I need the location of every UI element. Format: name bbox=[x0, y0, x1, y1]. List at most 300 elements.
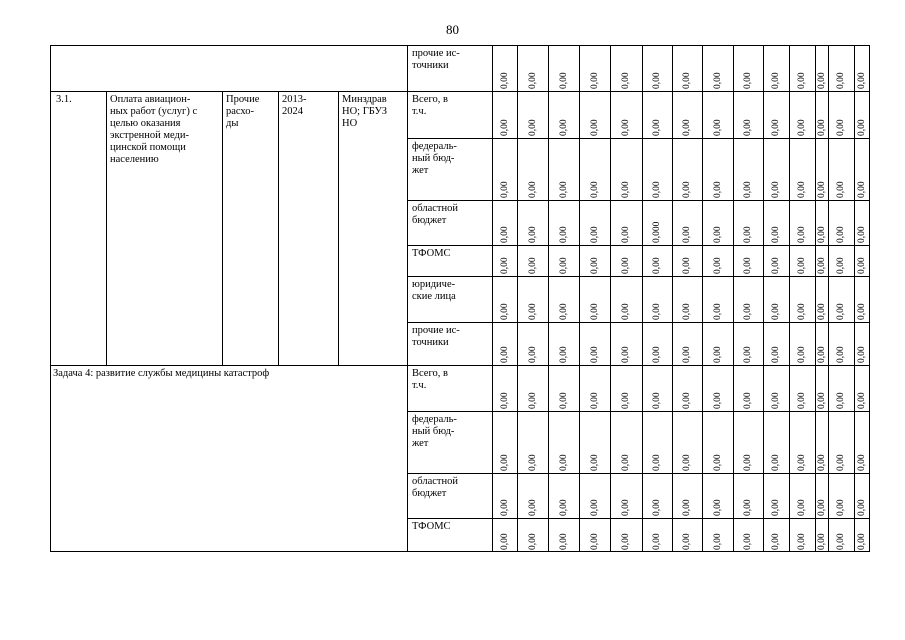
value-text: 0,00 bbox=[621, 346, 631, 363]
value-cell bbox=[713, 248, 725, 274]
value-text: 0,00 bbox=[797, 226, 807, 243]
value-cell bbox=[857, 248, 869, 274]
funding-source-line: федераль- bbox=[412, 414, 457, 425]
value-text: 0,00 bbox=[652, 454, 662, 471]
funding-source-line: точники bbox=[412, 337, 449, 348]
value-text: 0,00 bbox=[558, 226, 569, 243]
value-text: 0,00 bbox=[771, 392, 781, 409]
item-name-line: ных работ (услуг) с bbox=[110, 106, 198, 117]
value-text: 0,00 bbox=[652, 181, 662, 198]
value-text: 0,00 bbox=[771, 454, 781, 471]
value-text: 0,00 bbox=[816, 119, 827, 136]
value-cell bbox=[857, 445, 869, 471]
cost-type-line: Прочие bbox=[226, 94, 260, 105]
value-text: 0,00 bbox=[589, 72, 600, 89]
funding-source-line: бюджет bbox=[412, 488, 447, 499]
value-text: 0,00 bbox=[652, 72, 662, 89]
value-cell bbox=[559, 337, 571, 363]
value-text: 0,00 bbox=[589, 392, 600, 409]
value-cell bbox=[621, 445, 633, 471]
value-cell bbox=[621, 490, 633, 516]
value-cell bbox=[713, 337, 725, 363]
value-cell bbox=[652, 248, 664, 274]
value-cell bbox=[857, 172, 869, 198]
cost-type-line: расхо- bbox=[226, 106, 255, 117]
funding-source bbox=[412, 48, 460, 72]
value-text: 0,00 bbox=[682, 257, 692, 274]
value-text: 0,00 bbox=[816, 499, 827, 516]
value-text: 0,00 bbox=[682, 533, 692, 550]
value-cell bbox=[652, 383, 664, 409]
value-cell bbox=[817, 445, 829, 471]
funding-source bbox=[412, 476, 458, 500]
funding-source-line: ный бюд- bbox=[412, 426, 455, 437]
value-text: 0,00 bbox=[857, 72, 867, 89]
value-cell bbox=[817, 337, 829, 363]
value-cell bbox=[857, 490, 869, 516]
value-text: 0,00 bbox=[771, 226, 781, 243]
value-text: 0,00 bbox=[816, 392, 827, 409]
value-text: 0,00 bbox=[621, 454, 631, 471]
value-text: 0,00 bbox=[652, 392, 662, 409]
value-text: 0,00 bbox=[712, 454, 723, 471]
value-text: 0,00 bbox=[743, 392, 753, 409]
value-cell bbox=[528, 172, 540, 198]
value-text: 0,00 bbox=[652, 346, 662, 363]
value-text: 0,00 bbox=[682, 303, 692, 320]
funding-source-line: жет bbox=[412, 165, 429, 176]
value-cell bbox=[743, 217, 755, 243]
value-cell bbox=[817, 248, 829, 274]
value-text: 0,00 bbox=[857, 257, 867, 274]
value-cell bbox=[528, 445, 540, 471]
value-cell bbox=[652, 172, 664, 198]
value-cell bbox=[652, 445, 664, 471]
value-cell bbox=[713, 217, 725, 243]
value-cell bbox=[797, 383, 809, 409]
value-text: 0,00 bbox=[743, 499, 753, 516]
value-text: 0,00 bbox=[499, 346, 510, 363]
value-text: 0,00 bbox=[836, 533, 846, 550]
value-text: 0,00 bbox=[743, 226, 753, 243]
value-text: 0,00 bbox=[499, 72, 510, 89]
value-text: 0,00 bbox=[499, 181, 510, 198]
value-text: 0,00 bbox=[527, 72, 538, 89]
funding-source-line: Всего, в bbox=[412, 94, 448, 105]
value-cell bbox=[559, 445, 571, 471]
value-cell bbox=[817, 490, 829, 516]
value-text: 0,00 bbox=[771, 181, 781, 198]
funding-source-line: т.ч. bbox=[412, 106, 427, 117]
value-cell bbox=[771, 110, 783, 136]
value-text: 0,00 bbox=[712, 72, 723, 89]
value-text: 0,00 bbox=[712, 119, 723, 136]
value-cell bbox=[682, 217, 694, 243]
value-text: 0,00 bbox=[621, 499, 631, 516]
value-cell bbox=[771, 524, 783, 550]
value-cell bbox=[621, 172, 633, 198]
value-cell bbox=[682, 337, 694, 363]
value-text: 0,00 bbox=[589, 226, 600, 243]
value-cell bbox=[857, 294, 869, 320]
value-text: 0,00 bbox=[712, 226, 723, 243]
value-cell bbox=[500, 524, 512, 550]
financing-table bbox=[50, 45, 870, 552]
value-cell bbox=[797, 248, 809, 274]
value-text: 0,00 bbox=[499, 499, 510, 516]
value-cell bbox=[621, 110, 633, 136]
value-text: 0,00 bbox=[527, 303, 538, 320]
funding-source-line: ный бюд- bbox=[412, 153, 455, 164]
value-cell bbox=[817, 172, 829, 198]
value-cell bbox=[682, 524, 694, 550]
funding-source bbox=[412, 521, 451, 533]
value-text: 0,00 bbox=[743, 346, 753, 363]
value-text: 0,00 bbox=[836, 119, 846, 136]
value-text: 0,00 bbox=[499, 454, 510, 471]
funding-source-line: федераль- bbox=[412, 141, 457, 152]
item-name-line: экстренной меди- bbox=[110, 130, 189, 141]
value-cell bbox=[771, 248, 783, 274]
value-cell bbox=[836, 63, 848, 89]
value-text: 0,00 bbox=[589, 181, 600, 198]
value-cell bbox=[797, 172, 809, 198]
value-cell bbox=[500, 383, 512, 409]
funding-source-line: бюджет bbox=[412, 215, 447, 226]
value-cell bbox=[652, 110, 664, 136]
value-text: 0,00 bbox=[652, 257, 662, 274]
value-text: 0,00 bbox=[771, 499, 781, 516]
value-cell bbox=[528, 110, 540, 136]
value-cell bbox=[857, 337, 869, 363]
value-text: 0,00 bbox=[743, 533, 753, 550]
value-cell bbox=[590, 110, 602, 136]
value-text: 0,00 bbox=[816, 181, 827, 198]
value-cell bbox=[743, 490, 755, 516]
value-cell bbox=[621, 524, 633, 550]
value-text: 0,00 bbox=[621, 226, 631, 243]
value-text: 0,00 bbox=[712, 346, 723, 363]
value-cell bbox=[797, 217, 809, 243]
value-cell bbox=[713, 294, 725, 320]
value-text: 0,00 bbox=[743, 119, 753, 136]
value-text: 0,00 bbox=[836, 392, 846, 409]
value-cell bbox=[771, 337, 783, 363]
value-text: 0,00 bbox=[589, 533, 600, 550]
value-text: 0,00 bbox=[771, 72, 781, 89]
period-line: 2013- bbox=[282, 94, 307, 105]
value-cell bbox=[797, 524, 809, 550]
value-text: 0,00 bbox=[743, 303, 753, 320]
value-cell bbox=[771, 445, 783, 471]
value-cell bbox=[652, 524, 664, 550]
value-text: 0,00 bbox=[712, 303, 723, 320]
value-text: 0,00 bbox=[797, 181, 807, 198]
value-cell bbox=[652, 337, 664, 363]
value-cell bbox=[797, 445, 809, 471]
value-cell bbox=[836, 217, 848, 243]
value-cell bbox=[621, 294, 633, 320]
value-cell bbox=[713, 63, 725, 89]
value-text: 0,00 bbox=[527, 226, 538, 243]
value-cell bbox=[817, 63, 829, 89]
funding-source-line: ТФОМС bbox=[412, 248, 451, 259]
value-text: 0,00 bbox=[857, 392, 867, 409]
value-cell bbox=[652, 294, 664, 320]
funding-source-line: ские лица bbox=[412, 291, 456, 302]
value-text: 0,00 bbox=[857, 119, 867, 136]
value-text: 0,00 bbox=[527, 392, 538, 409]
funding-source bbox=[412, 141, 457, 177]
value-text: 0,00 bbox=[836, 181, 846, 198]
value-text: 0,00 bbox=[712, 533, 723, 550]
value-cell bbox=[797, 63, 809, 89]
value-cell bbox=[743, 337, 755, 363]
value-cell bbox=[559, 63, 571, 89]
task-title: Задача 4: развитие службы медицины катастроф bbox=[53, 368, 270, 379]
value-cell bbox=[743, 294, 755, 320]
value-text: 0,00 bbox=[836, 499, 846, 516]
value-text: 0,00 bbox=[836, 257, 846, 274]
value-text: 0,00 bbox=[857, 454, 867, 471]
value-cell bbox=[621, 337, 633, 363]
value-text: 0,00 bbox=[499, 303, 510, 320]
value-cell bbox=[682, 383, 694, 409]
value-text: 0,00 bbox=[771, 533, 781, 550]
executor-line: НО bbox=[342, 118, 358, 129]
value-text: 0,00 bbox=[499, 392, 510, 409]
value-text: 0,00 bbox=[797, 303, 807, 320]
value-text: 0,00 bbox=[621, 392, 631, 409]
value-text: 0,00 bbox=[771, 346, 781, 363]
value-cell bbox=[621, 383, 633, 409]
value-cell bbox=[559, 217, 571, 243]
value-text: 0,00 bbox=[499, 257, 510, 274]
value-text: 0,00 bbox=[682, 181, 692, 198]
funding-source bbox=[412, 325, 460, 349]
value-text: 0,00 bbox=[816, 257, 827, 274]
value-cell bbox=[528, 524, 540, 550]
funding-source-line: прочие ис- bbox=[412, 48, 460, 59]
value-text: 0,00 bbox=[621, 533, 631, 550]
value-cell bbox=[713, 445, 725, 471]
funding-source-line: областной bbox=[412, 476, 458, 487]
value-cell bbox=[836, 172, 848, 198]
value-text: 0,00 bbox=[652, 499, 662, 516]
value-text: 0,00 bbox=[857, 226, 867, 243]
value-text: 0,00 bbox=[743, 257, 753, 274]
value-text: 0,00 bbox=[558, 257, 569, 274]
value-cell bbox=[817, 383, 829, 409]
value-text: 0,00 bbox=[797, 454, 807, 471]
value-cell bbox=[528, 383, 540, 409]
value-text: 0,00 bbox=[621, 303, 631, 320]
value-cell bbox=[528, 490, 540, 516]
value-cell bbox=[559, 248, 571, 274]
value-cell bbox=[836, 110, 848, 136]
value-cell bbox=[797, 294, 809, 320]
value-text: 0,00 bbox=[797, 119, 807, 136]
value-cell bbox=[771, 490, 783, 516]
value-cell bbox=[713, 383, 725, 409]
value-text: 0,00 bbox=[621, 257, 631, 274]
value-cell bbox=[836, 294, 848, 320]
value-text: 0,00 bbox=[771, 119, 781, 136]
value-text: 0,00 bbox=[712, 392, 723, 409]
value-text: 0,00 bbox=[589, 499, 600, 516]
value-text: 0,00 bbox=[499, 119, 510, 136]
value-text: 0,00 bbox=[682, 454, 692, 471]
value-cell bbox=[559, 110, 571, 136]
value-cell bbox=[743, 110, 755, 136]
value-text: 0,00 bbox=[797, 72, 807, 89]
value-cell bbox=[528, 337, 540, 363]
value-text: 0,00 bbox=[816, 454, 827, 471]
value-cell bbox=[559, 524, 571, 550]
value-text: 0,00 bbox=[857, 499, 867, 516]
value-cell bbox=[652, 63, 664, 89]
value-text: 0,00 bbox=[682, 346, 692, 363]
value-text: 0,00 bbox=[682, 499, 692, 516]
value-text: 0,00 bbox=[771, 257, 781, 274]
cost-type-line: ды bbox=[226, 118, 239, 129]
value-text: 0,00 bbox=[499, 226, 510, 243]
value-text: 0,00 bbox=[621, 181, 631, 198]
value-cell bbox=[590, 172, 602, 198]
value-cell bbox=[500, 248, 512, 274]
value-text: 0,00 bbox=[589, 119, 600, 136]
value-cell bbox=[836, 337, 848, 363]
value-cell bbox=[771, 383, 783, 409]
value-cell bbox=[590, 217, 602, 243]
funding-source-line: т.ч. bbox=[412, 380, 427, 391]
value-text: 0,00 bbox=[652, 533, 662, 550]
value-cell bbox=[621, 248, 633, 274]
value-text: 0,00 bbox=[797, 392, 807, 409]
value-text: 0,00 bbox=[499, 533, 510, 550]
executor-line: Минздрав bbox=[342, 94, 387, 105]
value-cell bbox=[621, 63, 633, 89]
funding-source-line: точники bbox=[412, 60, 449, 71]
value-cell bbox=[590, 524, 602, 550]
value-text: 0,00 bbox=[836, 454, 846, 471]
executor-line: НО; ГБУЗ bbox=[342, 106, 387, 117]
value-cell bbox=[836, 248, 848, 274]
value-text: 0,00 bbox=[527, 454, 538, 471]
funding-source-line: юридиче- bbox=[412, 279, 456, 290]
value-text: 0,00 bbox=[527, 181, 538, 198]
period bbox=[282, 94, 307, 118]
value-cell bbox=[559, 294, 571, 320]
value-text: 0,00 bbox=[527, 119, 538, 136]
value-cell bbox=[682, 110, 694, 136]
value-text: 0,00 bbox=[816, 533, 827, 550]
cost-type bbox=[226, 94, 259, 130]
value-cell bbox=[528, 248, 540, 274]
value-text: 0,00 bbox=[682, 392, 692, 409]
item-name-line: цинской помощи bbox=[110, 142, 186, 153]
value-cell bbox=[528, 217, 540, 243]
value-cell bbox=[621, 217, 633, 243]
value-text: 0,00 bbox=[743, 454, 753, 471]
value-cell bbox=[590, 294, 602, 320]
funding-source bbox=[412, 368, 448, 392]
value-cell bbox=[528, 63, 540, 89]
value-cell bbox=[500, 294, 512, 320]
value-cell bbox=[743, 445, 755, 471]
value-cell bbox=[836, 524, 848, 550]
value-text: 0,00 bbox=[558, 181, 569, 198]
value-cell bbox=[590, 63, 602, 89]
value-cell bbox=[771, 217, 783, 243]
funding-source bbox=[412, 94, 448, 118]
value-cell bbox=[652, 217, 664, 243]
value-cell bbox=[743, 383, 755, 409]
value-text: 0,00 bbox=[558, 499, 569, 516]
value-cell bbox=[500, 337, 512, 363]
page-number: 80 bbox=[446, 22, 459, 37]
value-text: 0,00 bbox=[816, 303, 827, 320]
value-cell bbox=[797, 110, 809, 136]
value-cell bbox=[500, 110, 512, 136]
value-text: 0,00 bbox=[816, 226, 827, 243]
value-cell bbox=[682, 63, 694, 89]
value-cell bbox=[857, 383, 869, 409]
value-text: 0,00 bbox=[652, 303, 662, 320]
value-cell bbox=[836, 383, 848, 409]
value-text: 0,00 bbox=[652, 119, 662, 136]
value-cell bbox=[590, 383, 602, 409]
funding-source-line: областной bbox=[412, 203, 458, 214]
value-text: 0,00 bbox=[836, 346, 846, 363]
value-cell bbox=[771, 294, 783, 320]
value-cell bbox=[590, 337, 602, 363]
value-cell bbox=[713, 110, 725, 136]
value-cell bbox=[743, 524, 755, 550]
funding-source bbox=[412, 279, 456, 303]
value-cell bbox=[743, 172, 755, 198]
value-cell bbox=[836, 490, 848, 516]
value-text: 0,00 bbox=[589, 346, 600, 363]
value-text: 0,00 bbox=[797, 533, 807, 550]
value-text: 0,00 bbox=[743, 181, 753, 198]
value-cell bbox=[559, 490, 571, 516]
item-name-line: населению bbox=[110, 154, 159, 165]
value-cell bbox=[682, 445, 694, 471]
value-text: 0,00 bbox=[797, 346, 807, 363]
value-text: 0,00 bbox=[797, 499, 807, 516]
value-text: 0,00 bbox=[621, 119, 631, 136]
funding-source-line: жет bbox=[412, 438, 429, 449]
value-text: 0,00 bbox=[589, 303, 600, 320]
value-cell bbox=[771, 172, 783, 198]
value-text: 0,00 bbox=[589, 454, 600, 471]
value-cell bbox=[559, 172, 571, 198]
value-cell bbox=[528, 294, 540, 320]
item-name-line: Оплата авиацион- bbox=[110, 94, 191, 105]
value-text: 0,00 bbox=[857, 303, 867, 320]
value-text: 0,00 bbox=[558, 119, 569, 136]
value-text: 0,00 bbox=[527, 257, 538, 274]
value-text: 0,00 bbox=[621, 72, 631, 89]
value-cell bbox=[500, 172, 512, 198]
value-text: 0,00 bbox=[836, 303, 846, 320]
value-text: 0,00 bbox=[712, 257, 723, 274]
value-cell bbox=[817, 217, 829, 243]
funding-source-line: ТФОМС bbox=[412, 521, 451, 532]
value-text: 0,00 bbox=[682, 226, 692, 243]
value-cell bbox=[817, 294, 829, 320]
